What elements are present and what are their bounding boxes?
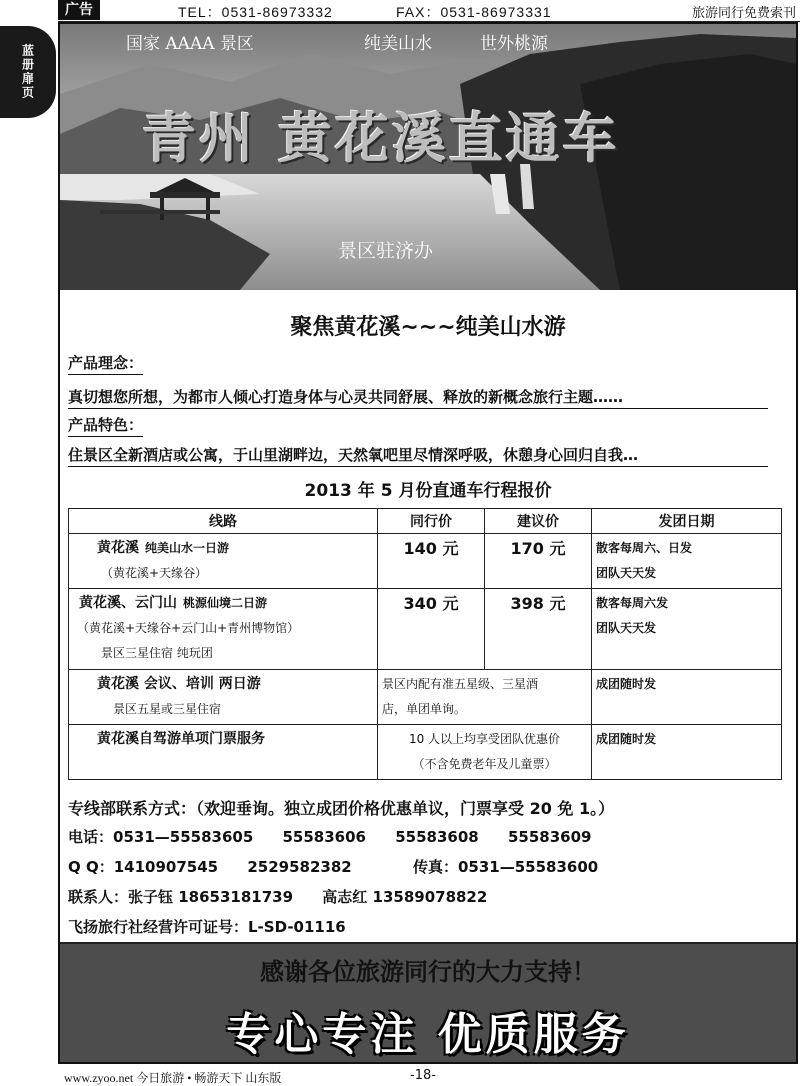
- bottom-bar: [58, 1066, 800, 1086]
- departure-line: 散客每周六、日发: [596, 541, 693, 555]
- peer-price: 340 元: [378, 589, 485, 670]
- license-number: 飞扬旅行社经营许可证号：L-SD-01116: [68, 918, 346, 936]
- departure-line: 成团随时发: [596, 732, 657, 746]
- header-fax: FAX：0531-86973331: [396, 4, 552, 20]
- route-cell: [69, 589, 378, 670]
- banner-office-label: 景区驻济办: [338, 240, 434, 262]
- route-main: 黄花溪自驾游单项门票服务: [97, 731, 265, 747]
- price-note-line: （不含免费老年及儿童票）: [412, 757, 557, 771]
- price-table-title: 2013 年 5 月份直通车行程报价: [304, 481, 552, 501]
- qq-number: 1410907545: [113, 858, 219, 876]
- phone-label: 电话：: [68, 828, 114, 846]
- peer-price: 140 元: [378, 534, 485, 589]
- fax-number: 0531—55583600: [457, 858, 599, 876]
- route-sub: 纯美山水一日游: [145, 541, 230, 555]
- departure-line: 团队天天发: [596, 621, 657, 635]
- route-main: 黄花溪: [97, 540, 139, 556]
- contact-phones: [68, 826, 591, 847]
- qq-label: Q Q：: [68, 858, 114, 876]
- departure-line: 成团随时发: [596, 677, 657, 691]
- price-note-cell: [378, 725, 592, 780]
- suggested-price: 398 元: [485, 589, 592, 670]
- phone-number: 0531—55583605: [113, 828, 254, 846]
- route-stay: 景区三星住宿 纯玩团: [101, 646, 213, 660]
- banner-headline: 青州 黄花溪直通车: [142, 107, 620, 170]
- banner-tag-scenery: 纯美山水: [364, 34, 432, 54]
- route-cell: [69, 725, 378, 780]
- side-tab: [0, 26, 56, 118]
- departure-cell: [592, 589, 782, 670]
- header-tel: TEL：0531-86973332: [178, 4, 333, 20]
- departure-cell: [592, 670, 782, 725]
- banner-tag-rating: 国家 AAAA 景区: [126, 34, 254, 54]
- slogan-title: 聚焦黄花溪~~~纯美山水游: [290, 315, 566, 340]
- page-number: -18-: [410, 1068, 436, 1083]
- person-entry: 张子钰 18653181739: [128, 888, 294, 906]
- site-footer-text: www.zyoo.net 今日旅游 • 畅游天下 山东版: [64, 1071, 282, 1085]
- route-sub: 桃源仙境二日游: [183, 596, 268, 610]
- table-row: [69, 725, 782, 780]
- table-row: [69, 670, 782, 725]
- departure-cell: [592, 725, 782, 780]
- table-header-row: [69, 509, 782, 534]
- header-departure: 发团日期: [592, 509, 782, 534]
- header-suggested-price: 建议价: [485, 509, 592, 534]
- phone-number: 55583608: [395, 828, 479, 846]
- header-peer-price: 同行价: [378, 509, 485, 534]
- concept-label: 产品理念：: [68, 352, 143, 375]
- suggested-price: 170 元: [485, 534, 592, 589]
- banner-tag-paradise: 世外桃源: [480, 34, 548, 54]
- route-stay: 景区五星或三星住宿: [113, 702, 222, 716]
- price-table: [68, 508, 782, 780]
- contact-persons: [68, 886, 487, 907]
- table-row: [69, 534, 782, 589]
- route-main: 黄花溪、云门山: [79, 595, 177, 611]
- header-index-label: 旅游同行免费索刊: [691, 6, 796, 21]
- ad-frame: [58, 22, 798, 1064]
- price-note-line: 10 人以上均享受团队优惠价: [408, 732, 561, 746]
- motto-text: 专心专注 优质服务: [226, 1009, 630, 1060]
- route-main: 黄花溪 会议、培训 两日游: [97, 676, 261, 692]
- price-note-line: 景区内配有准五星级、三星酒: [382, 677, 539, 691]
- route-cell: [69, 670, 378, 725]
- departure-line: 团队天天发: [596, 566, 657, 580]
- contact-qq: [68, 856, 598, 877]
- banner: [60, 24, 796, 290]
- route-detail: （黄花溪+天缘谷+云门山+青州博物馆）: [77, 621, 300, 635]
- thanks-text: 感谢各位旅游同行的大力支持！: [260, 958, 596, 986]
- phone-number: 55583606: [282, 828, 366, 846]
- price-note-line: 店，单团单询。: [382, 702, 467, 716]
- footer-band: [60, 942, 796, 1064]
- departure-line: 散客每周六发: [596, 596, 669, 610]
- departure-cell: [592, 534, 782, 589]
- features-label: 产品特色：: [68, 414, 143, 437]
- concept-text: 真切想您所想，为都市人倾心打造身体与心灵共同舒展、释放的新概念旅行主题……: [68, 386, 768, 409]
- top-header-bar: [58, 0, 800, 22]
- fax-label: 传真：: [412, 858, 458, 876]
- route-detail: （黄花溪+天缘谷）: [101, 566, 208, 580]
- phone-number: 55583609: [507, 828, 592, 846]
- header-route: 线路: [69, 509, 378, 534]
- table-row: [69, 589, 782, 670]
- route-cell: [69, 534, 378, 589]
- price-note-cell: [378, 670, 592, 725]
- person-entry: 高志红 13589078822: [322, 888, 488, 906]
- person-label: 联系人：: [68, 888, 129, 906]
- qq-number: 2529582382: [247, 858, 352, 876]
- contact-title: 专线部联系方式：（欢迎垂询。独立成团价格优惠单议，门票享受 20 免 1。）: [68, 799, 615, 818]
- ad-label: 广告: [58, 0, 100, 20]
- side-tab-label: 蓝册扉页: [20, 44, 35, 100]
- features-text: 住景区全新酒店或公寓，于山里湖畔边，天然氧吧里尽情深呼吸，休憩身心回归自我…: [68, 444, 768, 467]
